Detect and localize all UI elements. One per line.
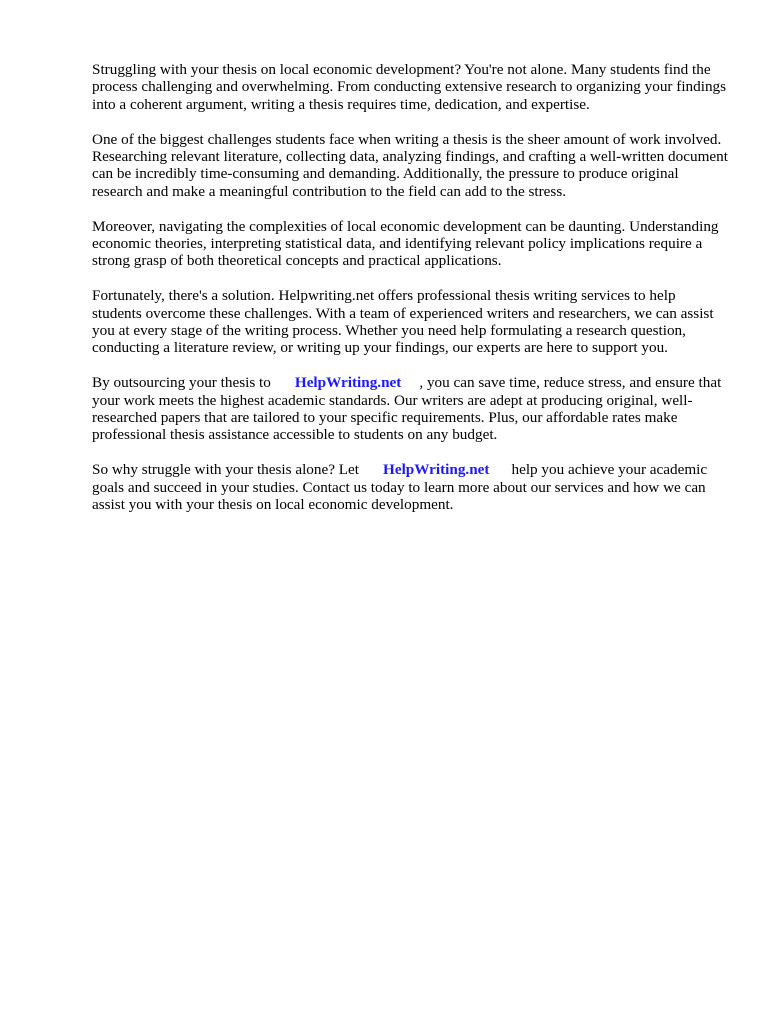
paragraph-outsourcing	[92, 374, 728, 444]
paragraph-closing	[92, 461, 728, 513]
helpwriting-link-2[interactable]: HelpWriting.net	[383, 461, 490, 479]
document-body	[92, 61, 728, 531]
helpwriting-link[interactable]: HelpWriting.net	[294, 374, 402, 392]
paragraph-challenges: One of the biggest challenges students face when writing a thesis is the sheer amount of work involved. Researching relevant literature, collecting data, analyzing findings, and crafting a well-written document can be incredibly time-consuming and demanding. Additionally, the pressure to produce original research and make a meaningful contribution to the field can add to the stress.	[92, 130, 728, 200]
paragraph-solution: Fortunately, there's a solution. Helpwriting.net offers professional thesis writing services to help students overcome these challenges. With a team of experienced writers and researchers, we can assist you at every stage of the writing process. Whether you need help formulating a research question, conducting a literature review, or writing up your findings, our experts are here to support you.	[92, 287, 714, 357]
paragraph-closing-lead: So why struggle with your thesis alone? Let	[92, 461, 360, 479]
paragraph-closing-rest: help you achieve your academic goals and succeed in your studies. Contact us today to learn more about our services and how we can assist you with your thesis on local economic development.	[92, 461, 708, 514]
paragraph-outsourcing-lead: By outsourcing your thesis to	[92, 374, 271, 392]
paragraph-intro: Struggling with your thesis on local economic development? You're not alone. Many students find the process challenging and overwhelming. From conducting extensive research to organizing your findings into a coherent argument, writing a thesis requires time, dedication, and expertise.	[92, 61, 727, 113]
paragraph-complexities: Moreover, navigating the complexities of local economic development can be daunting. Understanding economic theories, interpreting statistical data, and identifying relevant policy implications require a strong grasp of both theoretical concepts and practical applications.	[92, 217, 719, 270]
paragraph-outsourcing-rest: , you can save time, reduce stress, and ensure that your work meets the highest academic standards. Our writers are adept at producing original, well-researched papers that are tailored to your specific requirements. Plus, our affordable rates make professional thesis assistance accessible to students on any budget.	[92, 374, 722, 444]
